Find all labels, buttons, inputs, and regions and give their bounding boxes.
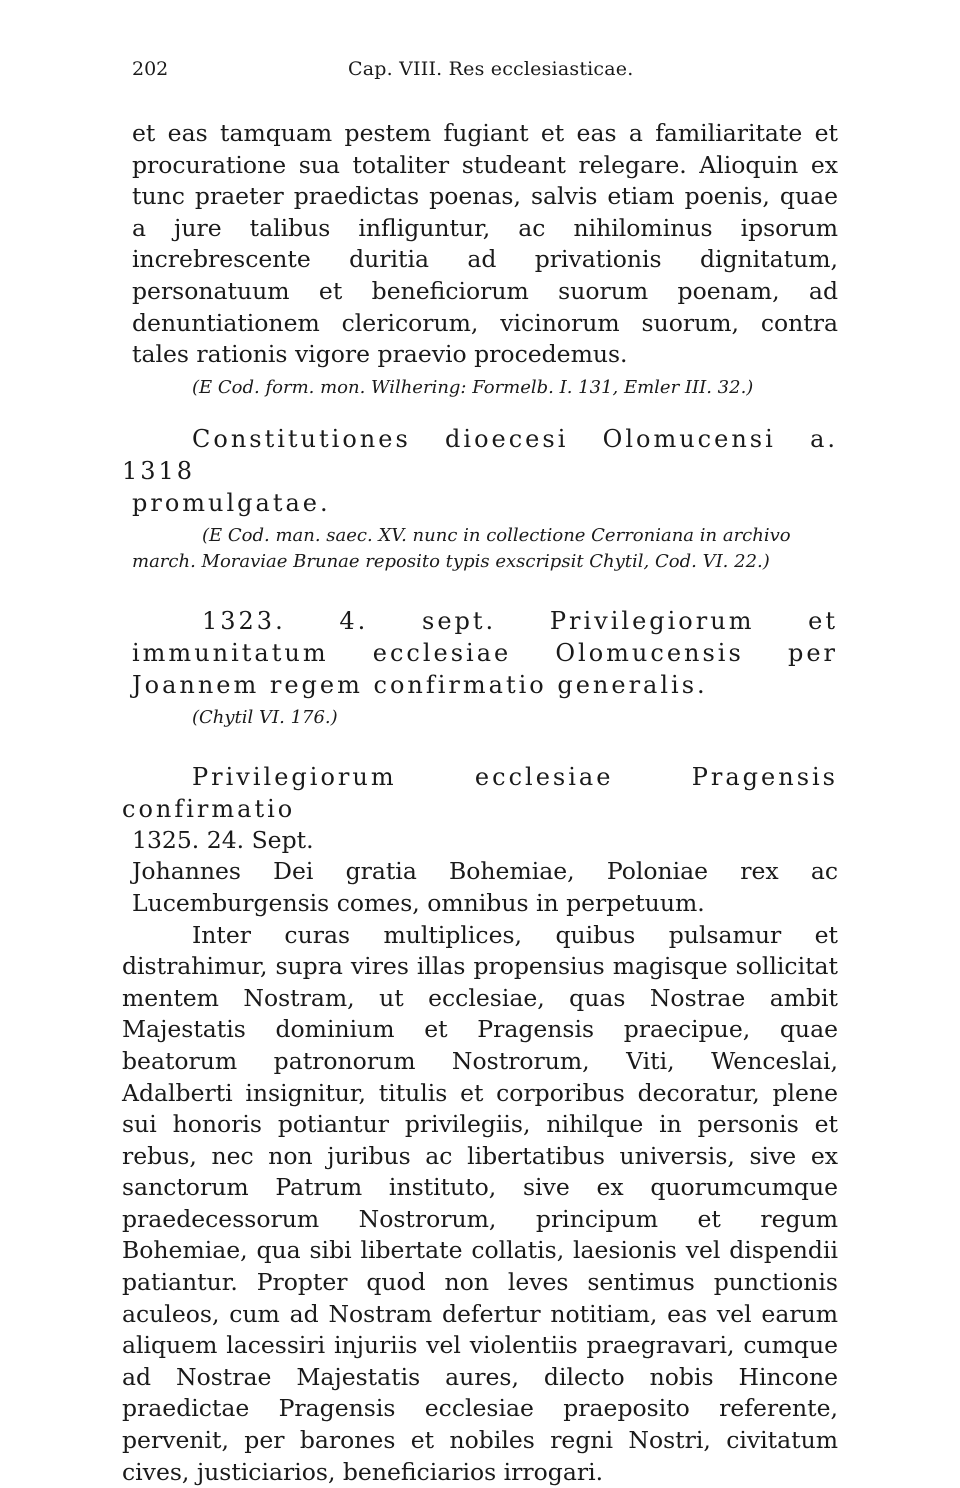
page-header [122, 58, 838, 94]
running-title: Cap. VIII. Res ecclesiasticae. [348, 58, 634, 80]
section-date: 1325. 24. Sept. [132, 825, 314, 854]
source-reference: (Chytil VI. 176.) [192, 706, 338, 728]
page-body [122, 118, 838, 1488]
source-reference: (E Cod. man. saec. XV. nunc in collectione Cerroniana in archivo march. Moraviae Brunae reposito typis exscripsit Chytil, Cod. VI. 22.) [132, 524, 791, 572]
section-heading-promulgatae: promulgatae. [132, 488, 331, 517]
section-heading-constitutiones: Constitutiones dioecesi Olomucensi a. 1318 [122, 424, 838, 485]
page-number: 202 [132, 58, 169, 80]
section-heading-privilegia-pragensis: Privilegiorum ecclesiae Pragensis confirmatio [122, 762, 838, 823]
paragraph-intitulatio: Johannes Dei gratia Bohemiae, Poloniae rex ac Lucemburgensis comes, omnibus in perpetuum. [132, 857, 838, 917]
paragraph-arenga: Inter curas multiplices, quibus pulsamur et distrahimur, supra vires illas propensius magisque sollicitat mentem Nostram, ut ecclesiae, quas Nostrae ambit Majestatis dominium et Pragensis praecipue, quae beatorum patronorum Nostrorum, Viti, Wenceslai, Adalberti insignitur, titulis et corporibus decoratur, plene sui honoris potiantur privilegiis, nihilque in personis et rebus, nec non juribus ac libertatibus universis, sive ex sanctorum Patrum instituto, sive ex quorumcumque praedecessorum Nostrorum, principum et regum Bohemiae, qua sibi libertate collatis, laesionis vel dispendii patiantur. Propter quod non leves sentimus punctionis aculeos, cum ad Nostram defertur notitiam, eas vel earum aliquem lacessiri injuriis vel violentiis praegravari, cumque ad Nostrae Majestatis aures, dilecto nobis Hincone praedictae Pragensis ecclesiae praeposito referente, pervenit, per barones et nobiles regni Nostri, civitatum cives, justiciarios, beneficiarios irrogari. [122, 920, 838, 1486]
section-heading-privilegia-olomucensis: 1323. 4. sept. Privilegiorum et immunitatum ecclesiae Olomucensis per Joannem regem confirmatio generalis. [132, 606, 838, 699]
paragraph-continuation: et eas tamquam pestem fugiant et eas a familiaritate et procuratione sua totaliter studeant relegare. Alioquin ex tunc praeter praedictas poenas, salvis etiam poenis, quae a jure talibus infliguntur, ac nihilominus ipsorum increbrescente duritia ad privationis dignitatum, personatuum et beneficiorum suorum poenam, ad denuntiationem clericorum, vicinorum suorum, contra tales rationis vigore praevio procedemus. [132, 119, 838, 369]
source-reference: (E Cod. form. mon. Wilhering: Formelb. I. 131, Emler III. 32.) [192, 376, 754, 398]
